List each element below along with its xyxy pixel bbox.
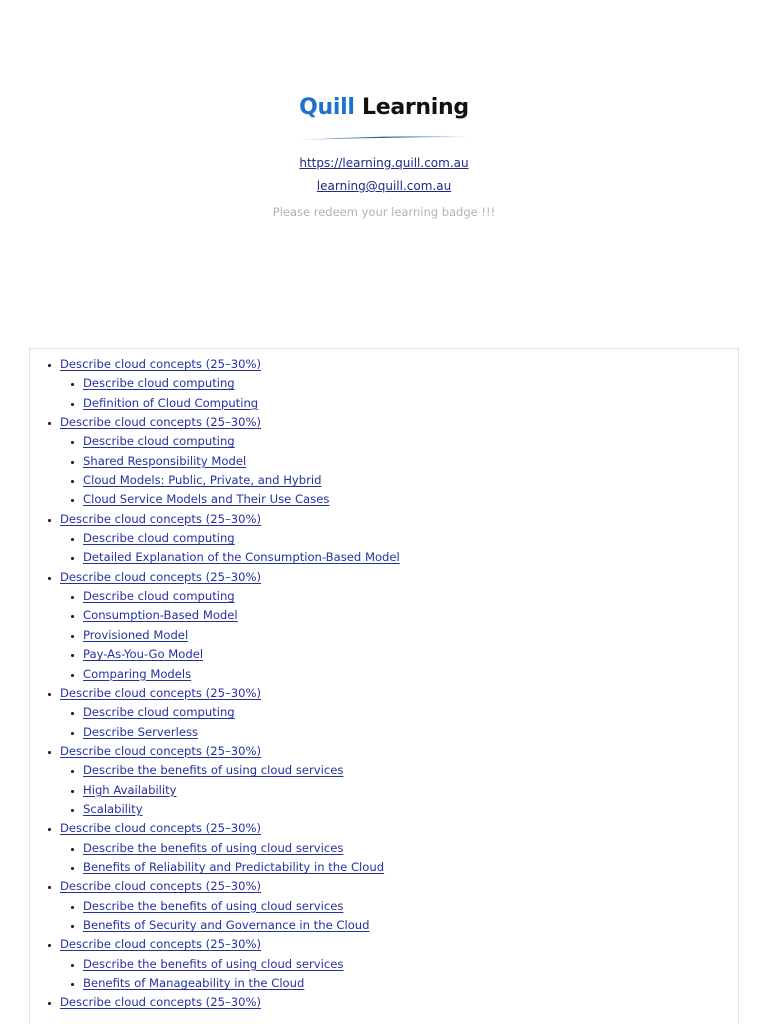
toc-subitem bbox=[83, 394, 738, 413]
toc-section-link[interactable]: Describe cloud concepts (25–30%) bbox=[60, 569, 262, 584]
toc-section bbox=[60, 819, 738, 877]
toc-subitem-link[interactable]: Cloud Models: Public, Private, and Hybrid bbox=[83, 473, 322, 488]
toc-subitem bbox=[83, 645, 738, 664]
toc-subitem bbox=[83, 723, 738, 742]
toc-subitem-link[interactable]: Detailed Explanation of the Consumption-Based Model bbox=[83, 550, 400, 565]
toc-section-link[interactable]: Describe cloud concepts (25–30%) bbox=[60, 821, 262, 836]
brand-rest: Learning bbox=[362, 95, 469, 120]
toc-subitem bbox=[83, 916, 738, 935]
brand-accent: Quill bbox=[299, 95, 355, 120]
toc-section-link[interactable]: Describe cloud concepts (25–30%) bbox=[60, 995, 262, 1010]
toc-subitem bbox=[83, 490, 738, 509]
email-link[interactable]: learning@quill.com.au bbox=[316, 179, 452, 193]
toc-list bbox=[30, 355, 738, 1013]
toc-sublist bbox=[60, 955, 738, 994]
toc-subitem bbox=[83, 529, 738, 548]
toc-subitem bbox=[83, 858, 738, 877]
toc-section bbox=[60, 510, 738, 568]
toc-subitem-link[interactable]: Pay-As-You-Go Model bbox=[83, 647, 204, 662]
toc-subitem-link[interactable]: Describe cloud computing bbox=[83, 531, 235, 546]
toc-subitem-link[interactable]: Benefits of Manageability in the Cloud bbox=[83, 976, 305, 990]
brand-title bbox=[0, 92, 768, 124]
website-link[interactable]: https://learning.quill.com.au bbox=[299, 156, 469, 170]
toc-subitem-link[interactable]: Benefits of Security and Governance in the Cloud bbox=[83, 917, 370, 932]
toc-section-link[interactable]: Describe cloud concepts (25–30%) bbox=[60, 743, 262, 758]
toc-subitem bbox=[83, 587, 738, 606]
toc-subitem-link[interactable]: Describe the benefits of using cloud services bbox=[83, 840, 344, 855]
table-of-contents bbox=[29, 348, 739, 1024]
toc-subitem bbox=[83, 761, 738, 780]
contact-block bbox=[0, 152, 768, 198]
toc-subitem bbox=[83, 703, 738, 722]
toc-section bbox=[60, 568, 738, 684]
toc-subitem-link[interactable]: Benefits of Reliability and Predictability in the Cloud bbox=[83, 859, 385, 874]
toc-subitem-link[interactable]: Describe the benefits of using cloud services bbox=[83, 898, 344, 913]
toc-subitem-link[interactable]: Describe cloud computing bbox=[83, 589, 235, 604]
toc-subitem-link[interactable]: Shared Responsibility Model bbox=[83, 453, 247, 468]
toc-section-link[interactable]: Describe cloud concepts (25–30%) bbox=[60, 415, 262, 430]
toc-subitem-link[interactable]: Cloud Service Models and Their Use Cases bbox=[83, 492, 330, 507]
toc-sublist bbox=[60, 897, 738, 936]
redeem-note: Please redeem your learning badge !!! bbox=[272, 205, 496, 219]
swoosh-divider bbox=[296, 134, 472, 142]
toc-subitem bbox=[83, 781, 738, 800]
toc-subitem bbox=[83, 800, 738, 819]
toc-subitem bbox=[83, 432, 738, 451]
toc-subitem-link[interactable]: Describe cloud computing bbox=[83, 705, 235, 720]
toc-section bbox=[60, 742, 738, 819]
toc-section bbox=[60, 684, 738, 742]
toc-subitem bbox=[83, 471, 738, 490]
toc-subitem-link[interactable]: Provisioned Model bbox=[83, 627, 189, 642]
toc-subitem-link[interactable]: Consumption-Based Model bbox=[83, 608, 238, 623]
toc-subitem-link[interactable]: Comparing Models bbox=[83, 666, 192, 681]
toc-subitem bbox=[83, 974, 738, 993]
toc-sublist bbox=[60, 432, 738, 509]
toc-sublist bbox=[60, 529, 738, 568]
toc-subitem-link[interactable]: Definition of Cloud Computing bbox=[83, 395, 259, 410]
toc-section-link[interactable]: Describe cloud concepts (25–30%) bbox=[60, 937, 262, 952]
toc-section bbox=[60, 993, 738, 1012]
toc-section bbox=[60, 413, 738, 510]
toc-sublist bbox=[60, 374, 738, 413]
toc-subitem-link[interactable]: Describe Serverless bbox=[83, 724, 199, 739]
toc-sublist bbox=[60, 587, 738, 684]
toc-sublist bbox=[60, 839, 738, 878]
toc-section-link[interactable]: Describe cloud concepts (25–30%) bbox=[60, 357, 262, 371]
toc-subitem bbox=[83, 374, 738, 393]
toc-subitem-link[interactable]: Describe the benefits of using cloud services bbox=[83, 956, 344, 971]
toc-subitem bbox=[83, 897, 738, 916]
toc-subitem bbox=[83, 606, 738, 625]
toc-subitem bbox=[83, 665, 738, 684]
toc-subitem bbox=[83, 955, 738, 974]
toc-section-link[interactable]: Describe cloud concepts (25–30%) bbox=[60, 879, 262, 894]
header bbox=[0, 92, 768, 221]
toc-subitem-link[interactable]: Describe the benefits of using cloud services bbox=[83, 763, 344, 778]
toc-subitem bbox=[83, 452, 738, 471]
toc-subitem-link[interactable]: High Availability bbox=[83, 782, 177, 797]
toc-section-link[interactable]: Describe cloud concepts (25–30%) bbox=[60, 685, 262, 700]
toc-subitem bbox=[83, 839, 738, 858]
toc-section bbox=[60, 877, 738, 935]
toc-subitem-link[interactable]: Scalability bbox=[83, 801, 143, 816]
toc-subitem bbox=[83, 626, 738, 645]
toc-sublist bbox=[60, 761, 738, 819]
toc-subitem-link[interactable]: Describe cloud computing bbox=[83, 376, 235, 391]
toc-subitem bbox=[83, 548, 738, 567]
toc-subitem-link[interactable]: Describe cloud computing bbox=[83, 434, 235, 449]
toc-section bbox=[60, 935, 738, 993]
toc-section-link[interactable]: Describe cloud concepts (25–30%) bbox=[60, 511, 262, 526]
toc-section bbox=[60, 355, 738, 413]
toc-sublist bbox=[60, 703, 738, 742]
